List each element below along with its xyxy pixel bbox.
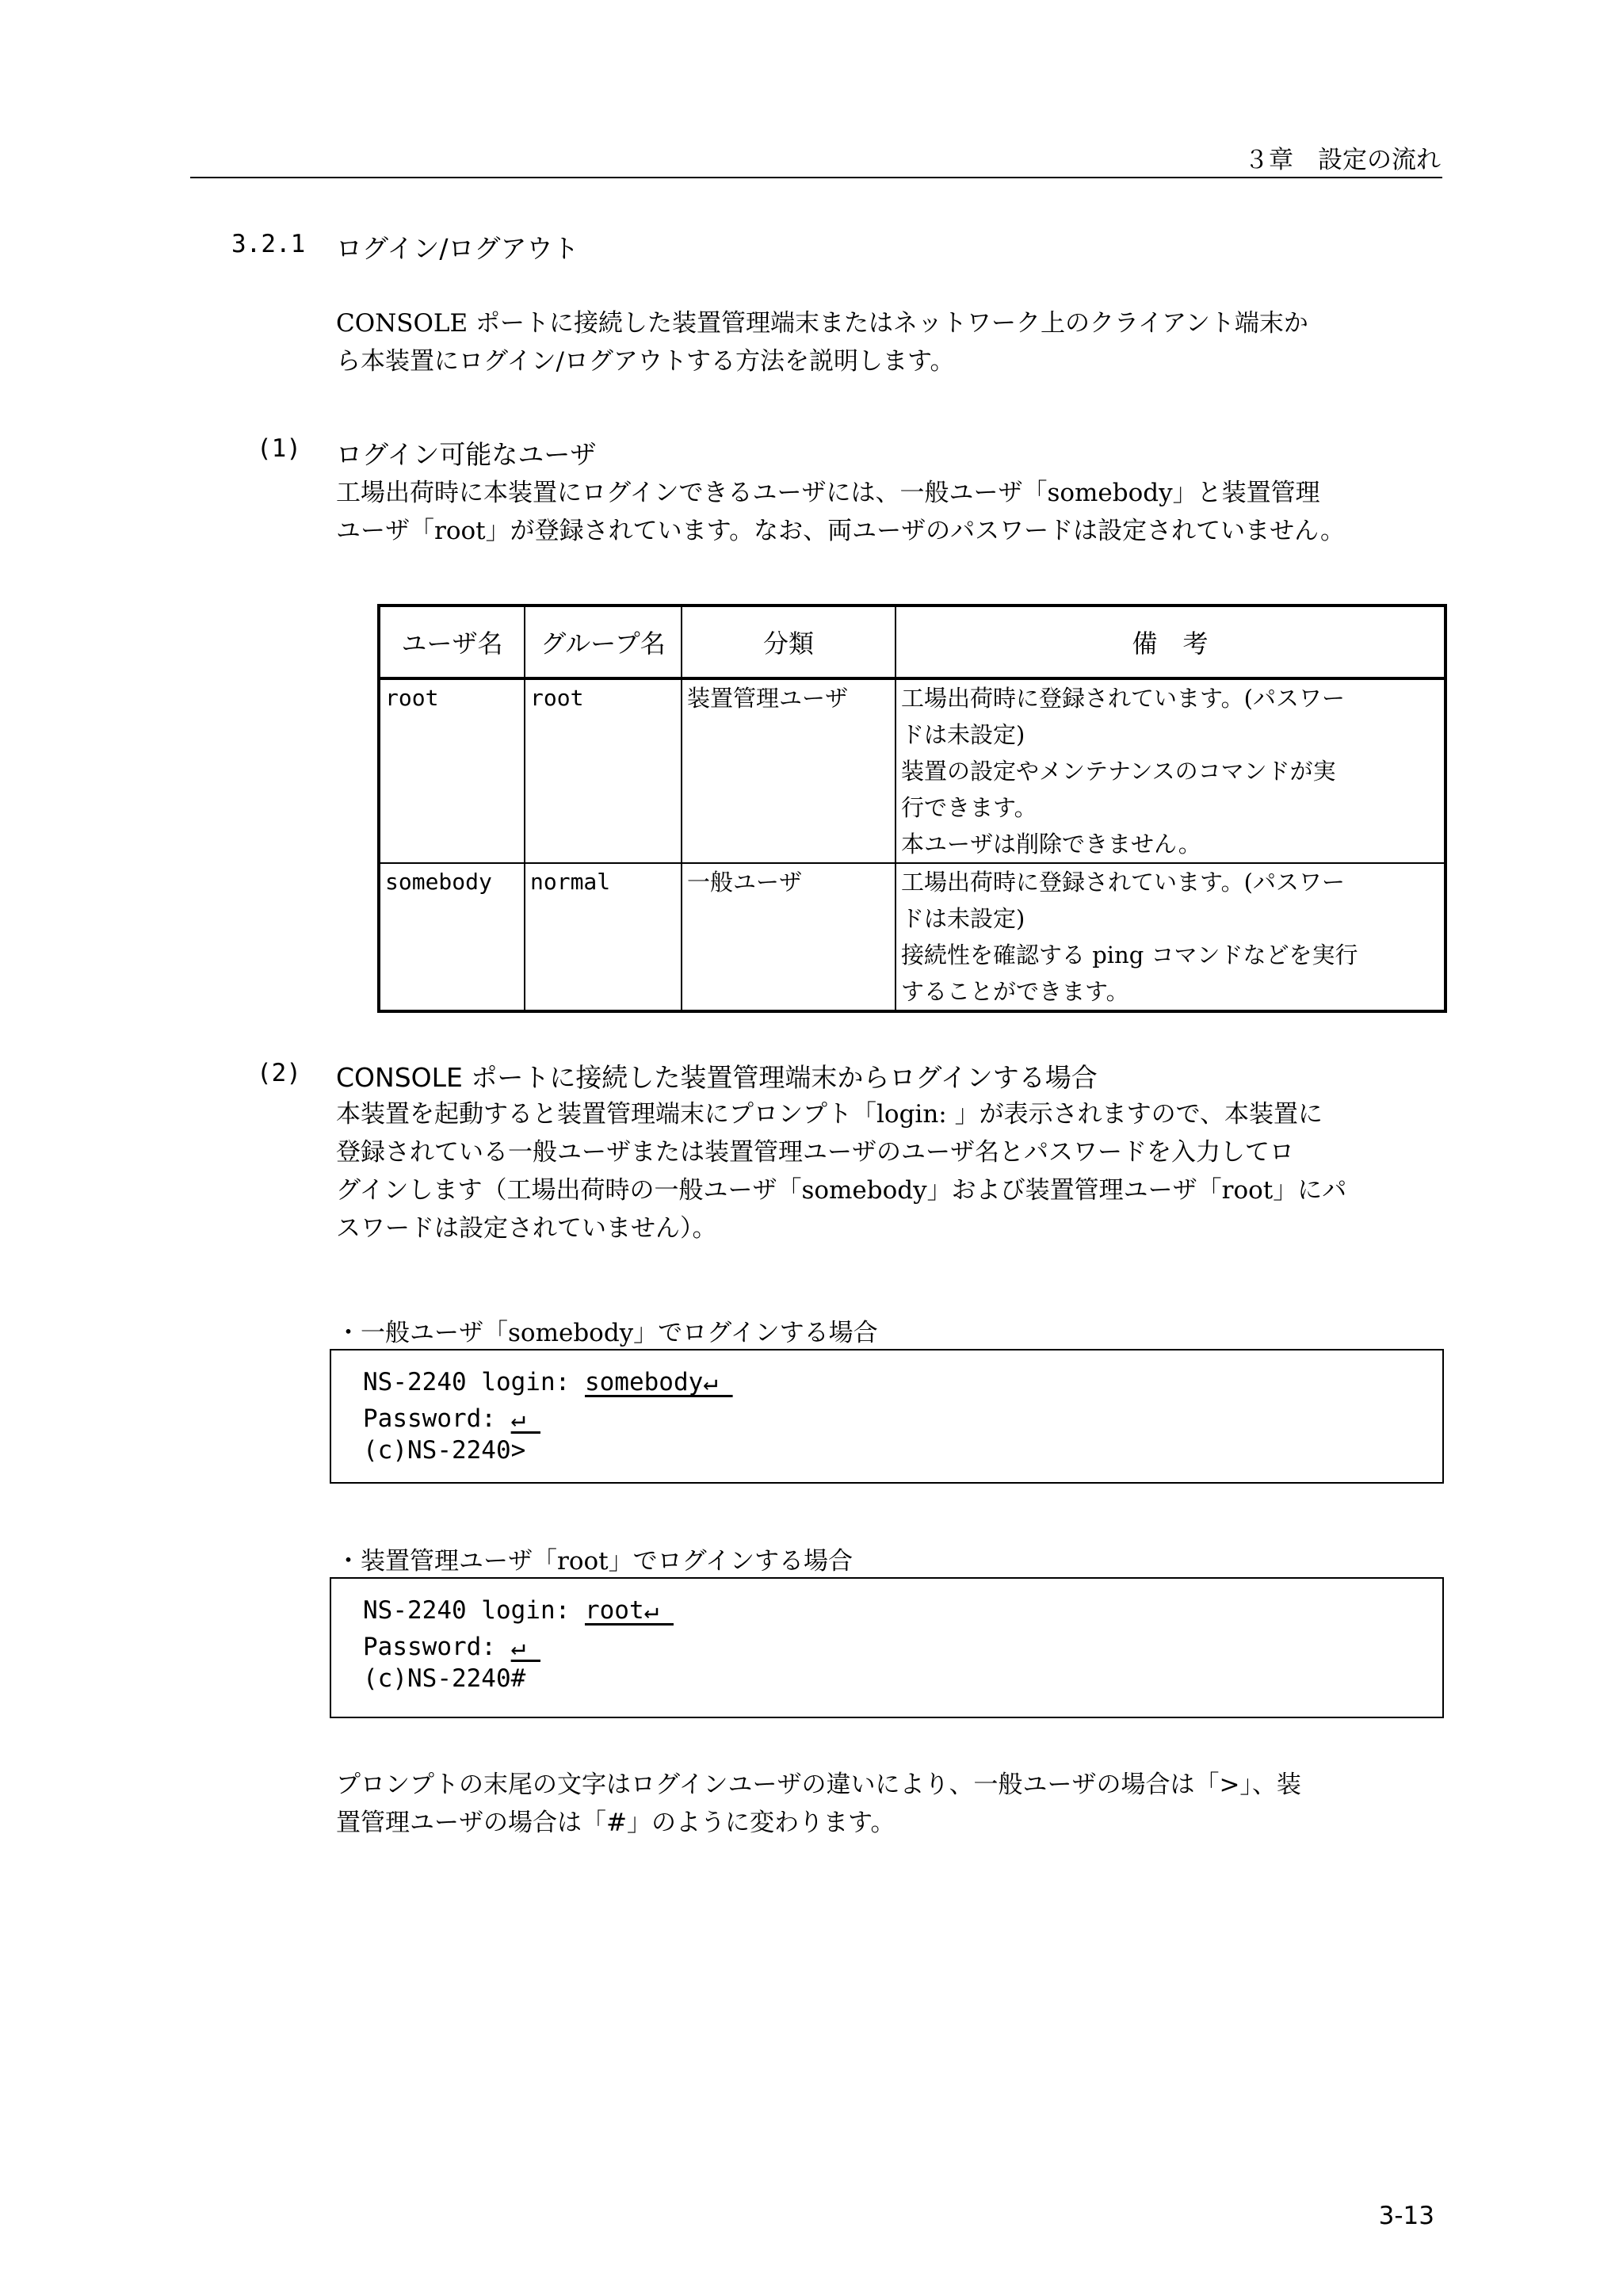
note-line: 行できます。 (901, 794, 1037, 821)
paragraph-line: 登録されている一般ユーザまたは装置管理ユーザのユーザ名とパスワードを入力してロ (336, 1138, 1294, 1167)
note-line: 装置の設定やメンテナンスのコマンドが実 (901, 758, 1336, 785)
group-name-cell: normal (525, 863, 682, 1011)
terminal-example-somebody (330, 1349, 1444, 1484)
column-header: 備 考 (896, 606, 1445, 678)
column-header: ユーザ名 (379, 606, 525, 678)
paragraph-line: 工場出荷時に本装置にログインできるユーザには、一般ユーザ「somebody」と装置管理 (336, 479, 1320, 507)
paragraph-line: スワードは設定されていません）。 (336, 1214, 717, 1243)
example-caption: ・装置管理ユーザ「root」でログインする場合 (336, 1547, 854, 1576)
terminal-prompt-line: (c)NS-2240# (363, 1664, 526, 1693)
subsection-title: ログイン可能なユーザ (336, 439, 597, 470)
paragraph-line: ユーザ「root」が登録されています。なお、両ユーザのパスワードは設定されていません。 (336, 517, 1345, 545)
users-table (377, 604, 1447, 1013)
category-cell: 一般ユーザ (682, 863, 896, 1011)
console-login-paragraph (336, 1095, 1445, 1247)
terminal-example-root (330, 1577, 1444, 1718)
terminal-password-line (363, 1633, 540, 1661)
column-header: 分類 (682, 606, 896, 678)
password-input: ↵ (510, 1404, 540, 1433)
user-name-cell: somebody (379, 863, 525, 1011)
terminal-login-line (363, 1596, 674, 1625)
password-input: ↵ (510, 1633, 540, 1661)
subsection-number: (1) (257, 434, 301, 463)
section-title: ログイン/ログアウト (336, 233, 579, 264)
intro-line: CONSOLE ポートに接続した装置管理端末またはネットワーク上のクライアント端末か (336, 309, 1308, 338)
users-paragraph (336, 474, 1445, 550)
example-caption: ・一般ユーザ「somebody」でログインする場合 (336, 1319, 878, 1347)
table-row (379, 678, 1445, 863)
page-number: 3-13 (1378, 2202, 1434, 2230)
category-cell: 装置管理ユーザ (682, 678, 896, 863)
group-name-cell: root (525, 678, 682, 863)
table-row (379, 863, 1445, 1011)
login-input: somebody↵ (584, 1368, 733, 1396)
paragraph-line: プロンプトの末尾の文字はログインユーザの違いにより、一般ユーザの場合は「>」、装 (336, 1771, 1301, 1799)
closing-paragraph (336, 1766, 1445, 1842)
subsection-title: CONSOLE ポートに接続した装置管理端末からログインする場合 (336, 1062, 1098, 1093)
terminal-password-line (363, 1404, 540, 1433)
note-line: 接続性を確認する ping コマンドなどを実行 (901, 942, 1358, 968)
subsection-number: (2) (257, 1059, 301, 1087)
login-input: root↵ (584, 1596, 674, 1625)
paragraph-line: 置管理ユーザの場合は「#」のように変わります。 (336, 1809, 896, 1837)
note-line: 本ユーザは削除できません。 (901, 831, 1201, 858)
table-header-row (379, 606, 1445, 678)
paragraph-line: グインします（工場出荷時の一般ユーザ「somebody」および装置管理ユーザ「root」にパ (336, 1176, 1347, 1205)
section-number: 3.2.1 (231, 230, 306, 258)
terminal-login-line (363, 1368, 733, 1396)
notes-cell (896, 863, 1445, 1011)
note-line: 工場出荷時に登録されています。(パスワー (901, 869, 1345, 896)
column-header: グループ名 (525, 606, 682, 678)
note-line: ドは未設定) (901, 721, 1025, 748)
chapter-header: ３章 設定の流れ (1244, 146, 1441, 174)
notes-cell (896, 678, 1445, 863)
note-line: することができます。 (901, 978, 1129, 1005)
password-prompt: Password: (363, 1404, 511, 1433)
user-name-cell: root (379, 678, 525, 863)
login-prompt: NS-2240 login: (363, 1596, 585, 1625)
intro-paragraph (336, 304, 1445, 380)
terminal-prompt-line: (c)NS-2240> (363, 1436, 526, 1465)
intro-line: ら本装置にログイン/ログアウトする方法を説明します。 (336, 347, 955, 376)
password-prompt: Password: (363, 1633, 511, 1661)
paragraph-line: 本装置を起動すると装置管理端末にプロンプト「login: 」が表示されますので、本装置に (336, 1100, 1323, 1129)
note-line: ドは未設定) (901, 905, 1025, 932)
header-rule (190, 177, 1442, 178)
note-line: 工場出荷時に登録されています。(パスワー (901, 685, 1345, 712)
login-prompt: NS-2240 login: (363, 1368, 585, 1396)
